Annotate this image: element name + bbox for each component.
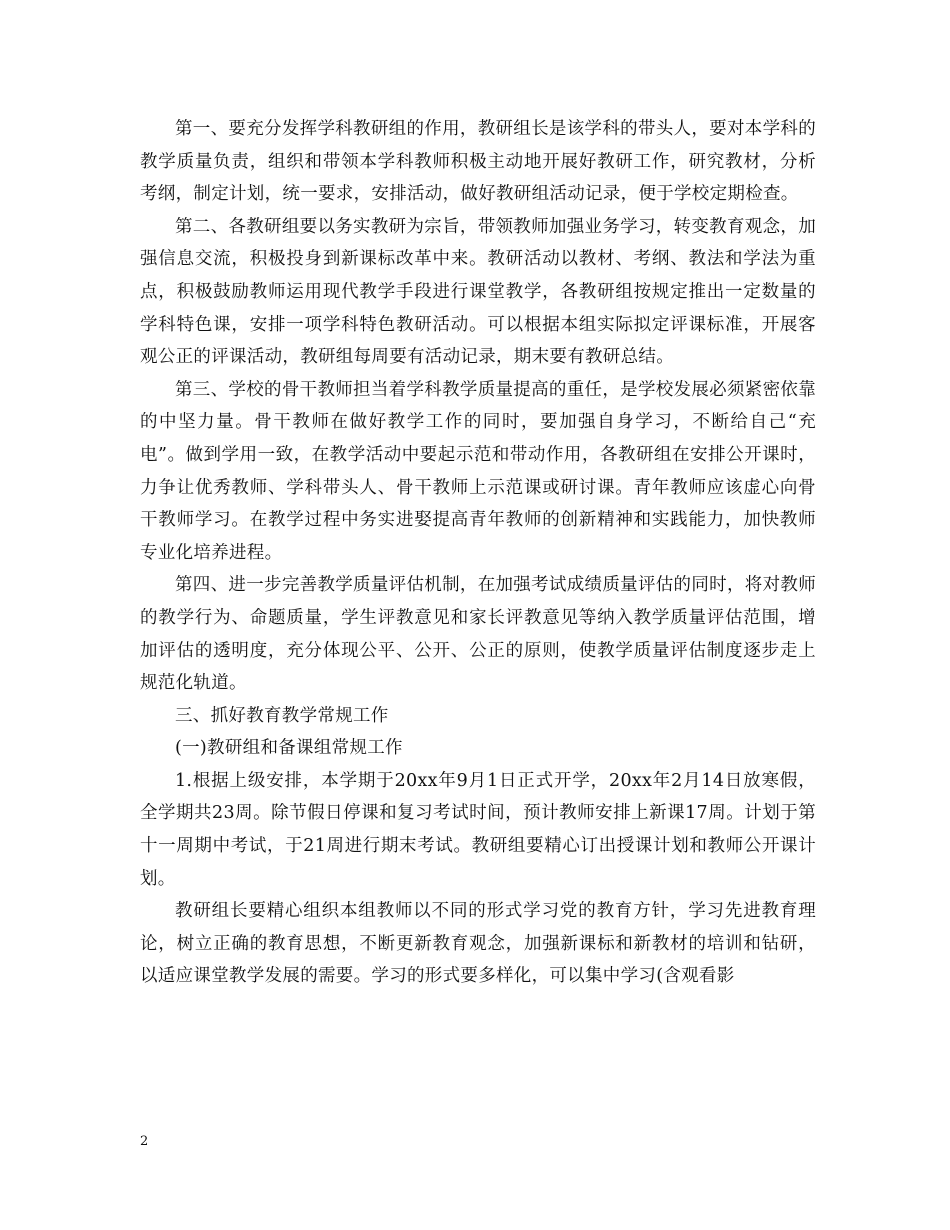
paragraph-first-point: 第一、要充分发挥学科教研组的作用，教研组长是该学科的带头人，要对本学科的教学质量负责，组织和带领本学科教师积极主动地开展好教研工作，研究教材，分析考纲，制定计划，统一要求，安排活动，做好教研组活动记录，便于学校定期检查。 bbox=[140, 119, 816, 205]
page-number: 2 bbox=[140, 1134, 149, 1149]
section-heading-routine-work: 三、抓好教育教学常规工作 bbox=[175, 705, 389, 726]
paragraph-third-point: 第三、学校的骨干教师担当着学科教学质量提高的重任，是学校发展必须紧密依靠的中坚力量。骨干教师在做好教学工作的同时，要加强自身学习，不断给自己“充电”。做到学用一致，在教学活动中要起示范和带动作用，各教研组在安排公开课时，力争让优秀教师、学科带头人、骨干教师上示范课或研讨课。青年教师应该虚心向骨干教师学习。在教学过程中务实进娶提高青年教师的创新精神和实践能力，加快教师专业化培养进程。 bbox=[140, 379, 816, 563]
subsection-heading-teaching-groups: (一)教研组和备课组常规工作 bbox=[175, 738, 403, 759]
paragraph-group-leader-duties: 教研组长要精心组织本组教师以不同的形式学习党的教育方针，学习先进教育理论，树立正确的教育思想，不断更新教育观念，加强新课标和新教材的培训和钻研，以适应课堂教学发展的需要。学习的形式要多样化，可以集中学习(含观看影 bbox=[140, 901, 816, 987]
paragraph-fourth-point: 第四、进一步完善教学质量评估机制，在加强考试成绩质量评估的同时，将对教师的教学行为、命题质量，学生评教意见和家长评教意见等纳入教学质量评估范围，增加评估的透明度，充分体现公平、公开、公正的原则，使教学质量评估制度逐步走上规范化轨道。 bbox=[140, 575, 816, 694]
document-body bbox=[140, 113, 816, 993]
paragraph-schedule: 1.根据上级安排，本学期于20xx年9月1日正式开学，20xx年2月14日放寒假，全学期共23周。除节假日停课和复习考试时间，预计教师安排上新课17周。计划于第十一周期中考试，于21周进行期末考试。教研组要精心订出授课计划和教师公开课计划。 bbox=[140, 770, 816, 889]
paragraph-second-point: 第二、各教研组要以务实教研为宗旨，带领教师加强业务学习，转变教育观念，加强信息交流，积极投身到新课标改革中来。教研活动以教材、考纲、教法和学法为重点，积极鼓励教师运用现代教学手段进行课堂教学，各教研组按规定推出一定数量的学科特色课，安排一项学科特色教研活动。可以根据本组实际拟定评课标准，开展客观公正的评课活动，教研组每周要有活动记录，期末要有教研总结。 bbox=[140, 216, 816, 368]
